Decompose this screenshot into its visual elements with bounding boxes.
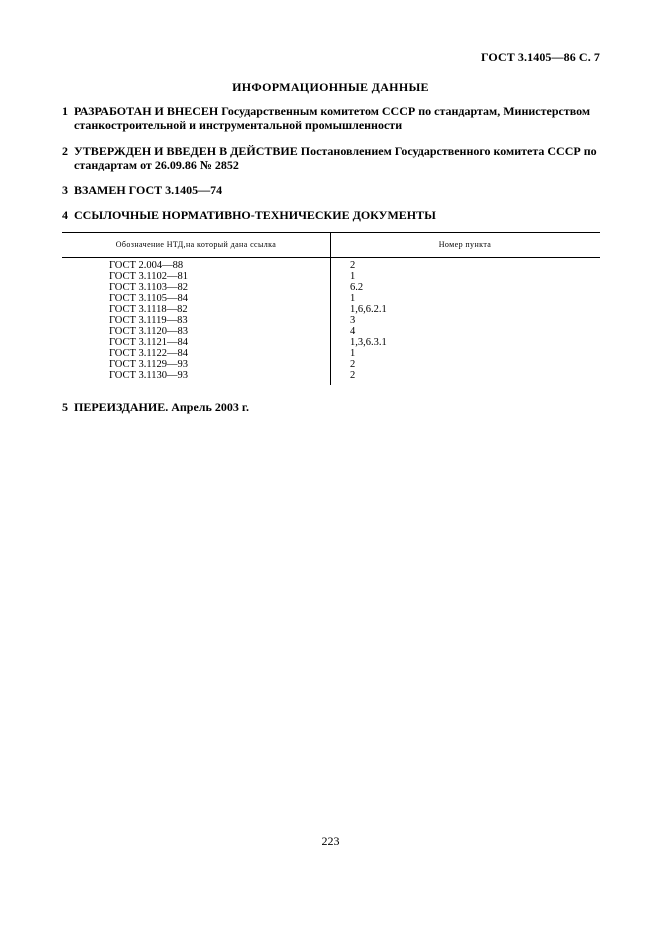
document-cell: ГОСТ 2.004—88 xyxy=(109,260,184,271)
table-row xyxy=(62,326,600,337)
info-item-3 xyxy=(62,183,602,197)
item-lead: УТВЕРЖДЕН И ВВЕДЕН В ДЕЙСТВИЕ xyxy=(74,144,298,158)
item-text-continuation: станкостроительной и инструментальной промышленности xyxy=(74,118,403,132)
info-item-2 xyxy=(62,144,602,172)
item-lead: РАЗРАБОТАН И ВНЕСЕН xyxy=(74,104,219,118)
table-row xyxy=(62,304,600,315)
item-text: Государственным комитетом СССР по стандартам, Министерством xyxy=(218,104,591,118)
table-row xyxy=(62,337,600,348)
references-table xyxy=(62,232,600,385)
table-row xyxy=(62,315,600,326)
point-cell: 3 xyxy=(350,315,356,326)
item-lead: ВЗАМЕН ГОСТ 3.1405—74 xyxy=(74,183,223,197)
document-cell: ГОСТ 3.1130—93 xyxy=(109,370,189,381)
item-number: 3 xyxy=(62,183,68,197)
point-cell: 1,6,6.2.1 xyxy=(350,304,387,315)
point-cell: 4 xyxy=(350,326,356,337)
document-cell: ГОСТ 3.1119—83 xyxy=(109,315,188,326)
table-row xyxy=(62,348,600,359)
table-header xyxy=(62,232,600,258)
table-row xyxy=(62,359,600,370)
document-cell: ГОСТ 3.1120—83 xyxy=(109,326,189,337)
item-number: 5 xyxy=(62,400,68,414)
item-number: 4 xyxy=(62,208,68,222)
document-cell: ГОСТ 3.1122—84 xyxy=(109,348,189,359)
point-cell: 1 xyxy=(350,271,356,282)
table-row xyxy=(62,293,600,304)
info-item-4 xyxy=(62,208,602,222)
point-cell: 2 xyxy=(350,359,356,370)
item-lead: ССЫЛОЧНЫЕ НОРМАТИВНО-ТЕХНИЧЕСКИЕ ДОКУМЕНТЫ xyxy=(74,208,436,222)
item-text: Постановлением Государственного комитета СССР по xyxy=(297,144,597,158)
item-number: 1 xyxy=(62,104,68,118)
point-cell: 1,3,6.3.1 xyxy=(350,337,387,348)
table-row xyxy=(62,271,600,282)
document-cell: ГОСТ 3.1121—84 xyxy=(109,337,189,348)
point-cell: 2 xyxy=(350,370,356,381)
document-cell: ГОСТ 3.1105—84 xyxy=(109,293,189,304)
column-header-document: Обозначение НТД,на который дана ссылка xyxy=(115,240,277,249)
document-cell: ГОСТ 3.1102—81 xyxy=(109,271,189,282)
info-item-1 xyxy=(62,104,602,132)
point-cell: 2 xyxy=(350,260,356,271)
page-number: 223 xyxy=(321,834,340,848)
document-code-header: ГОСТ 3.1405—86 С. 7 xyxy=(480,50,600,64)
table-row xyxy=(62,282,600,293)
item-text: Апрель 2003 г. xyxy=(168,400,249,414)
column-header-point: Номер пункта xyxy=(438,240,492,249)
info-item-5 xyxy=(62,400,602,414)
document-cell: ГОСТ 3.1118—82 xyxy=(109,304,188,315)
section-title: ИНФОРМАЦИОННЫЕ ДАННЫЕ xyxy=(232,80,429,94)
item-lead: ПЕРЕИЗДАНИЕ. xyxy=(74,400,169,414)
point-cell: 6.2 xyxy=(350,282,364,293)
point-cell: 1 xyxy=(350,293,356,304)
table-body xyxy=(62,258,600,385)
point-cell: 1 xyxy=(350,348,356,359)
item-number: 2 xyxy=(62,144,68,158)
document-cell: ГОСТ 3.1103—82 xyxy=(109,282,189,293)
table-row xyxy=(62,260,600,271)
document-cell: ГОСТ 3.1129—93 xyxy=(109,359,189,370)
table-row xyxy=(62,370,600,381)
item-text-continuation: стандартам от 26.09.86 № 2852 xyxy=(74,158,239,172)
